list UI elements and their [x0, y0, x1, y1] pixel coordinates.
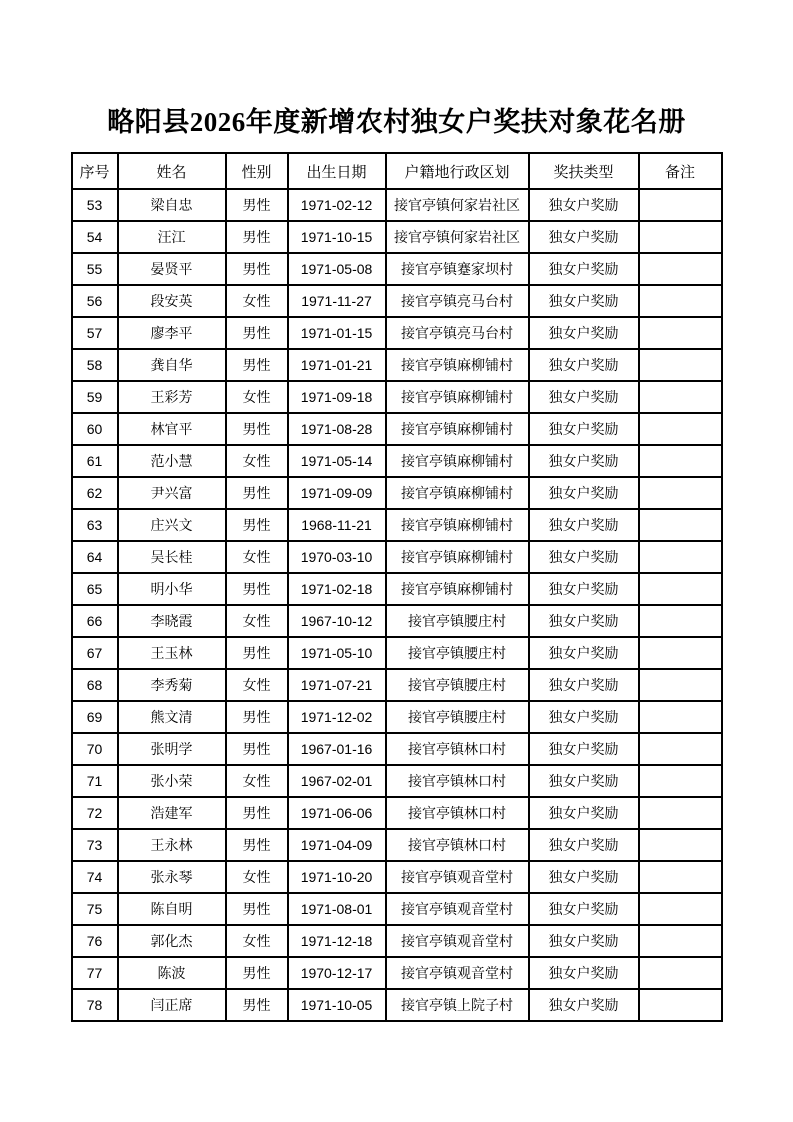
table-cell: 熊文清: [118, 701, 226, 733]
table-cell: 1967-10-12: [288, 605, 386, 637]
table-cell: [639, 893, 722, 925]
table-row: [72, 253, 722, 285]
table-cell: 独女户奖励: [529, 285, 639, 317]
table-row: [72, 221, 722, 253]
table-cell: 男性: [226, 957, 288, 989]
table-cell: [639, 861, 722, 893]
table-cell: 接官亭镇麻柳铺村: [386, 413, 529, 445]
table-cell: 男性: [226, 637, 288, 669]
table-cell: 独女户奖励: [529, 221, 639, 253]
table-row: [72, 893, 722, 925]
table-cell: 接官亭镇麻柳铺村: [386, 573, 529, 605]
table-cell: [639, 445, 722, 477]
table-cell: 独女户奖励: [529, 765, 639, 797]
table-cell: 76: [72, 925, 118, 957]
table-cell: 女性: [226, 381, 288, 413]
table-cell: 陈自明: [118, 893, 226, 925]
table-cell: 独女户奖励: [529, 989, 639, 1021]
table-cell: 接官亭镇观音堂村: [386, 957, 529, 989]
table-row: [72, 381, 722, 413]
table-row: [72, 285, 722, 317]
table-cell: 李晓霞: [118, 605, 226, 637]
table-cell: 晏贤平: [118, 253, 226, 285]
table-cell: [639, 349, 722, 381]
table-cell: [639, 637, 722, 669]
table-cell: 独女户奖励: [529, 893, 639, 925]
table-cell: 独女户奖励: [529, 445, 639, 477]
table-cell: [639, 925, 722, 957]
table-cell: [639, 765, 722, 797]
table-cell: 58: [72, 349, 118, 381]
table-cell: 男性: [226, 317, 288, 349]
table-row: [72, 957, 722, 989]
table-cell: 梁自忠: [118, 189, 226, 221]
table-cell: 独女户奖励: [529, 669, 639, 701]
table-cell: 尹兴富: [118, 477, 226, 509]
table-cell: 男性: [226, 189, 288, 221]
table-cell: 独女户奖励: [529, 861, 639, 893]
table-cell: 接官亭镇观音堂村: [386, 893, 529, 925]
table-cell: 60: [72, 413, 118, 445]
table-cell: [639, 509, 722, 541]
table-cell: 1971-02-18: [288, 573, 386, 605]
table-cell: 接官亭镇腰庄村: [386, 701, 529, 733]
table-cell: 林官平: [118, 413, 226, 445]
table-cell: 接官亭镇麻柳铺村: [386, 541, 529, 573]
table-cell: 1971-10-15: [288, 221, 386, 253]
table-cell: 63: [72, 509, 118, 541]
table-cell: 独女户奖励: [529, 733, 639, 765]
table-cell: 接官亭镇林口村: [386, 829, 529, 861]
table-cell: 1971-04-09: [288, 829, 386, 861]
table-cell: 1968-11-21: [288, 509, 386, 541]
table-cell: 55: [72, 253, 118, 285]
table-cell: [639, 797, 722, 829]
table-row: [72, 189, 722, 221]
table-row: [72, 413, 722, 445]
table-cell: 1971-06-06: [288, 797, 386, 829]
table-cell: 男性: [226, 733, 288, 765]
table-cell: 女性: [226, 605, 288, 637]
table-cell: 75: [72, 893, 118, 925]
table-cell: 段安英: [118, 285, 226, 317]
table-row: [72, 733, 722, 765]
table-cell: 张明学: [118, 733, 226, 765]
table-row: [72, 701, 722, 733]
table-cell: 独女户奖励: [529, 381, 639, 413]
table-cell: 1971-05-08: [288, 253, 386, 285]
table-cell: 接官亭镇麻柳铺村: [386, 477, 529, 509]
table-cell: [639, 317, 722, 349]
table-cell: [639, 669, 722, 701]
table-cell: 1971-12-18: [288, 925, 386, 957]
table-cell: 接官亭镇腰庄村: [386, 637, 529, 669]
column-header: 奖扶类型: [529, 153, 639, 189]
table-cell: 78: [72, 989, 118, 1021]
table-cell: 男性: [226, 349, 288, 381]
table-cell: 1971-01-15: [288, 317, 386, 349]
table-cell: 53: [72, 189, 118, 221]
table-cell: 接官亭镇林口村: [386, 765, 529, 797]
table-cell: 66: [72, 605, 118, 637]
table-cell: [639, 541, 722, 573]
table-cell: 接官亭镇何家岩社区: [386, 189, 529, 221]
table-cell: 独女户奖励: [529, 925, 639, 957]
column-header: 出生日期: [288, 153, 386, 189]
table-cell: 接官亭镇林口村: [386, 733, 529, 765]
page-title: 略阳县2026年度新增农村独女户奖扶对象花名册: [107, 107, 686, 137]
table-cell: [639, 573, 722, 605]
table-cell: 1971-12-02: [288, 701, 386, 733]
table-cell: 女性: [226, 765, 288, 797]
table-cell: 61: [72, 445, 118, 477]
table-cell: 接官亭镇亮马台村: [386, 317, 529, 349]
table-cell: 独女户奖励: [529, 189, 639, 221]
table-cell: 王玉林: [118, 637, 226, 669]
table-cell: 68: [72, 669, 118, 701]
table-cell: 女性: [226, 861, 288, 893]
table-cell: 女性: [226, 669, 288, 701]
table-cell: 独女户奖励: [529, 957, 639, 989]
table-cell: 1971-07-21: [288, 669, 386, 701]
column-header: 性别: [226, 153, 288, 189]
table-row: [72, 605, 722, 637]
table-row: [72, 445, 722, 477]
table-cell: 接官亭镇麻柳铺村: [386, 445, 529, 477]
table-cell: 74: [72, 861, 118, 893]
roster-table: [71, 152, 723, 1022]
table-cell: 男性: [226, 509, 288, 541]
table-cell: [639, 285, 722, 317]
table-cell: 65: [72, 573, 118, 605]
table-cell: 接官亭镇腰庄村: [386, 669, 529, 701]
column-header: 序号: [72, 153, 118, 189]
table-cell: 1970-03-10: [288, 541, 386, 573]
column-header: 户籍地行政区划: [386, 153, 529, 189]
table-cell: 独女户奖励: [529, 605, 639, 637]
table-cell: 1967-02-01: [288, 765, 386, 797]
table-row: [72, 861, 722, 893]
table-cell: 独女户奖励: [529, 797, 639, 829]
table-row: [72, 509, 722, 541]
table-cell: 独女户奖励: [529, 573, 639, 605]
table-cell: 男性: [226, 701, 288, 733]
table-cell: 1971-10-20: [288, 861, 386, 893]
table-cell: 男性: [226, 573, 288, 605]
table-cell: 独女户奖励: [529, 413, 639, 445]
table-cell: 王永林: [118, 829, 226, 861]
table-cell: 1971-09-18: [288, 381, 386, 413]
table-cell: 接官亭镇林口村: [386, 797, 529, 829]
table-cell: 范小慧: [118, 445, 226, 477]
table-cell: 73: [72, 829, 118, 861]
table-cell: 1971-11-27: [288, 285, 386, 317]
table-cell: 郭化杰: [118, 925, 226, 957]
table-cell: 1971-08-01: [288, 893, 386, 925]
table-cell: [639, 413, 722, 445]
table-cell: 接官亭镇观音堂村: [386, 861, 529, 893]
table-cell: 独女户奖励: [529, 829, 639, 861]
table-cell: 女性: [226, 925, 288, 957]
table-cell: 男性: [226, 989, 288, 1021]
table-cell: 男性: [226, 893, 288, 925]
table-cell: [639, 381, 722, 413]
table-cell: 明小华: [118, 573, 226, 605]
table-cell: 72: [72, 797, 118, 829]
table-cell: [639, 253, 722, 285]
table-cell: 龚自华: [118, 349, 226, 381]
table-cell: 陈波: [118, 957, 226, 989]
table-row: [72, 573, 722, 605]
table-cell: 接官亭镇上院子村: [386, 989, 529, 1021]
table-cell: 女性: [226, 285, 288, 317]
table-cell: 64: [72, 541, 118, 573]
table-cell: 独女户奖励: [529, 317, 639, 349]
table-cell: [639, 829, 722, 861]
table-cell: 廖李平: [118, 317, 226, 349]
table-row: [72, 349, 722, 381]
table-cell: 独女户奖励: [529, 701, 639, 733]
table-cell: 69: [72, 701, 118, 733]
table-row: [72, 541, 722, 573]
table-cell: 独女户奖励: [529, 349, 639, 381]
table-cell: 59: [72, 381, 118, 413]
table-cell: 庄兴文: [118, 509, 226, 541]
table-cell: 独女户奖励: [529, 477, 639, 509]
table-cell: 男性: [226, 477, 288, 509]
table-cell: 1971-05-10: [288, 637, 386, 669]
table-cell: 62: [72, 477, 118, 509]
table-cell: 男性: [226, 221, 288, 253]
table-cell: 1971-05-14: [288, 445, 386, 477]
table-cell: 王彩芳: [118, 381, 226, 413]
table-cell: 张小荣: [118, 765, 226, 797]
table-row: [72, 989, 722, 1021]
table-row: [72, 765, 722, 797]
table-cell: [639, 733, 722, 765]
table-cell: 男性: [226, 797, 288, 829]
table-row: [72, 317, 722, 349]
table-cell: 男性: [226, 253, 288, 285]
table-cell: 77: [72, 957, 118, 989]
table-cell: 1967-01-16: [288, 733, 386, 765]
table-row: [72, 477, 722, 509]
table-cell: 男性: [226, 829, 288, 861]
table-cell: 57: [72, 317, 118, 349]
table-cell: 67: [72, 637, 118, 669]
table-cell: 1971-08-28: [288, 413, 386, 445]
table-cell: 54: [72, 221, 118, 253]
table-cell: 男性: [226, 413, 288, 445]
table-cell: [639, 189, 722, 221]
table-header-row: [72, 153, 722, 189]
table-cell: [639, 221, 722, 253]
table-row: [72, 637, 722, 669]
table-cell: 接官亭镇何家岩社区: [386, 221, 529, 253]
table-cell: 独女户奖励: [529, 253, 639, 285]
table-cell: [639, 477, 722, 509]
table-row: [72, 829, 722, 861]
table-cell: 汪江: [118, 221, 226, 253]
table-cell: 接官亭镇腰庄村: [386, 605, 529, 637]
table-cell: 女性: [226, 445, 288, 477]
table-cell: 张永琴: [118, 861, 226, 893]
table-cell: 接官亭镇亮马台村: [386, 285, 529, 317]
table-cell: 1971-09-09: [288, 477, 386, 509]
table-cell: [639, 701, 722, 733]
table-row: [72, 925, 722, 957]
table-cell: 71: [72, 765, 118, 797]
table-cell: 独女户奖励: [529, 509, 639, 541]
table-cell: 闫正席: [118, 989, 226, 1021]
table-cell: 独女户奖励: [529, 637, 639, 669]
table-cell: 1971-01-21: [288, 349, 386, 381]
table-row: [72, 797, 722, 829]
table-cell: 吴长桂: [118, 541, 226, 573]
table-cell: 浩建军: [118, 797, 226, 829]
table-cell: 70: [72, 733, 118, 765]
table-cell: [639, 605, 722, 637]
table-cell: 接官亭镇麻柳铺村: [386, 381, 529, 413]
column-header: 姓名: [118, 153, 226, 189]
table-cell: 女性: [226, 541, 288, 573]
table-cell: [639, 989, 722, 1021]
table-cell: 接官亭镇观音堂村: [386, 925, 529, 957]
table-row: [72, 669, 722, 701]
table-cell: 接官亭镇麻柳铺村: [386, 349, 529, 381]
table-cell: 1970-12-17: [288, 957, 386, 989]
table-cell: 56: [72, 285, 118, 317]
table-cell: 独女户奖励: [529, 541, 639, 573]
table-cell: 1971-10-05: [288, 989, 386, 1021]
table-cell: 接官亭镇麻柳铺村: [386, 509, 529, 541]
table-cell: 李秀菊: [118, 669, 226, 701]
table-cell: 1971-02-12: [288, 189, 386, 221]
column-header: 备注: [639, 153, 722, 189]
table-cell: 接官亭镇蹇家坝村: [386, 253, 529, 285]
table-cell: [639, 957, 722, 989]
